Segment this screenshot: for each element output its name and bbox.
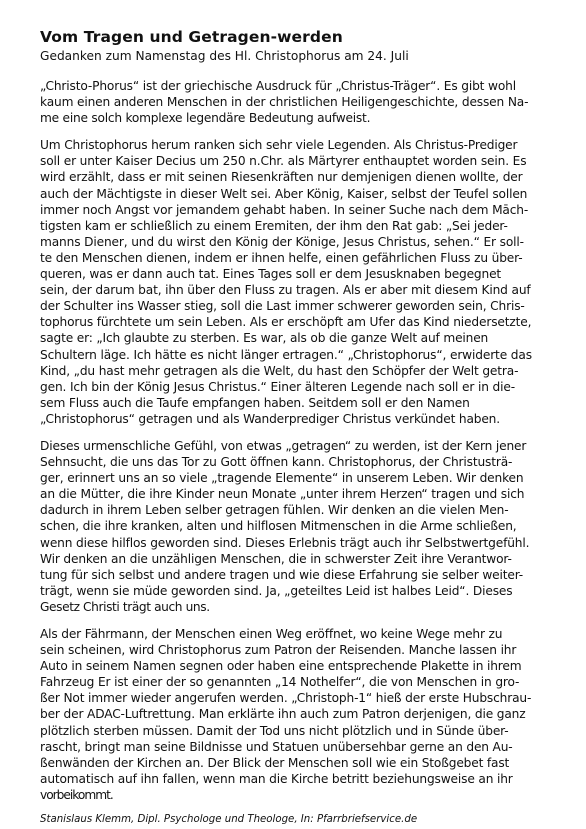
paragraph-1 (40, 78, 560, 126)
article-title: Vom Tragen und Getragen-werden (40, 28, 343, 46)
text-line: Gesetz Christi trägt auch uns. (40, 599, 210, 614)
article-subtitle: Gedanken zum Namenstag des Hl. Christophorus am 24. Juli (40, 49, 409, 63)
text-line: dadurch in ihrem Leben selber getragen fühlen. Wir denken an die vielen Men- (40, 503, 509, 518)
text-line: „Christophorus“ getragen und als Wanderprediger Christus verkündet haben. (40, 411, 500, 426)
paragraph-3 (40, 438, 560, 615)
text-line: sem Fluss auch die Taufe empfangen haben. Seitdem soll er den Namen (40, 395, 470, 410)
text-line: tigsten kam er schließlich zu einem Eremiten, der ihm den Rat gab: „Sei jeder- (40, 218, 508, 233)
text-line: automatisch auf ihn fallen, wenn man die Kirche betritt beziehungsweise an ihr (40, 771, 513, 786)
text-line: kaum einen anderen Menschen in der christlichen Heiligengeschichte, dessen Na- (40, 95, 529, 110)
text-line: an die Mütter, die ihre Kinder neun Monate „unter ihrem Herzen“ tragen und sich (40, 487, 525, 502)
text-line: Als der Fährmann, der Menschen einen Weg eröffnet, wo keine Wege mehr zu (40, 627, 503, 641)
text-line: trägt, wenn sie müde geworden sind. Ja, „geteiltes Leid ist halbes Leid“. Dieses (40, 583, 513, 598)
paragraph-2 (40, 137, 560, 427)
text-line: me eine solch komplexe legendäre Bedeutung aufweist. (40, 111, 371, 126)
source-attribution: Stanislaus Klemm, Dipl. Psychologe und Theologe, In: Pfarrbriefservice.de (40, 814, 418, 826)
text-line: manns Diener, und du wirst den König der Könige, Jesus Christus, sehen.“ Er soll- (40, 234, 524, 249)
text-line: queren, was er dann auch tat. Eines Tages soll er dem Jesusknaben begegnet (40, 267, 502, 282)
text-line: tung für sich selbst und andere tragen und wie diese Erfahrung sie selber weiter- (40, 567, 524, 582)
text-line: immer noch Angst vor jemandem gehabt haben. In seiner Suche nach dem Māch- (40, 202, 529, 217)
text-line: te den Menschen dienen, indem er ihnen helfe, einen gefährlichen Fluss zu über- (40, 250, 523, 265)
text-line: der Schulter ins Wasser stieg, soll die Last immer schwerer geworden sein, Chris- (40, 299, 525, 314)
text-line: plötzlich sterben müssen. Damit der Tod uns nicht plötzlich und in Sünde über- (40, 723, 509, 738)
text-line: Fahrzeug Er ist einer der so genannten „14 Nothelfer“, die von Menschen in gro- (40, 675, 520, 690)
text-line: vorbeikommt. (40, 787, 113, 802)
text-line: Auto in seinem Namen segnen oder haben eine entsprechende Plakette in ihrem (40, 659, 522, 674)
text-line: Sehnsucht, die uns das Tor zu Gott öffnen kann. Christophorus, der Christusträ- (40, 455, 513, 470)
text-line: Kind, „du hast mehr getragen als die Welt, du hast den Schöpfer der Welt getra- (40, 363, 519, 378)
text-line: sein scheinen, wird Christophorus zum Patron der Reisenden. Manche lassen ihr (40, 643, 517, 658)
text-line: ber der ADAC-Luftrettung. Man erklärte ihn auch zum Patron derjenigen, die ganz (40, 707, 526, 722)
text-line: Um Christophorus herum ranken sich sehr viele Legenden. Als Christus-Prediger (40, 138, 518, 153)
text-line: sein, der darum bat, ihn über den Fluss zu tragen. Als er aber mit diesem Kind auf (40, 283, 531, 298)
paragraph-4 (40, 626, 560, 803)
text-line: ßenwänden der Kirchen an. Der Blick der Menschen soll wie ein Stoßgebet fast (40, 755, 510, 770)
text-line: ger, erinnert uns an so viele „tragende Elemente“ in unserem Leben. Wir denken (40, 471, 524, 486)
text-line: wenn diese hilflos geworden sind. Dieses Erlebnis trägt auch ihr Selbstwertgefühl. (40, 535, 530, 550)
text-line: tophorus fürchtete um sein Leben. Als er erschöpft am Ufer das Kind niedersetzte, (40, 315, 532, 330)
text-line: gen. Ich bin der König Jesus Christus.“ Einer älteren Legende nach soll er in die- (40, 379, 515, 394)
text-line: schen, die ihre kranken, alten und hilflosen Mitmenschen in die Arme schließen, (40, 519, 517, 534)
text-line: sagte er: „Ich glaubte zu sterben. Es war, als ob die ganze Welt auf meinen (40, 331, 489, 346)
text-line: Dieses urmenschliche Gefühl, von etwas „getragen“ zu werden, ist der Kern jener (40, 438, 527, 453)
text-line: auch der Mächtigste in dieser Welt sei. Aber König, Kaiser, selbst der Teufel sollen (40, 186, 528, 201)
document-page (40, 28, 560, 826)
text-line: rascht, bringt man seine Bildnisse und Statuen unübersehbar gerne an den Au- (40, 739, 513, 754)
text-line: ßer Not immer wieder angerufen werden. „Christoph-1“ hieß der erste Hubschrau- (40, 691, 532, 706)
text-line: soll er unter Kaiser Decius um 250 n.Chr. als Märtyrer enthauptet worden sein. Es (40, 154, 527, 169)
text-line: Wir denken an die unzähligen Menschen, die in schwerster Zeit ihre Verantwor- (40, 551, 512, 566)
text-line: Schultern läge. Ich hätte es nicht länger ertragen.“ „Christophorus“, erwiderte das (40, 347, 532, 362)
text-line: wird erzählt, dass er mit seinen Riesenkräften nur demjenigen dienen wollte, der (40, 170, 523, 185)
text-line: „Christo-Phorus“ ist der griechische Ausdruck für „Christus-Träger“. Es gibt wohl (40, 79, 516, 93)
